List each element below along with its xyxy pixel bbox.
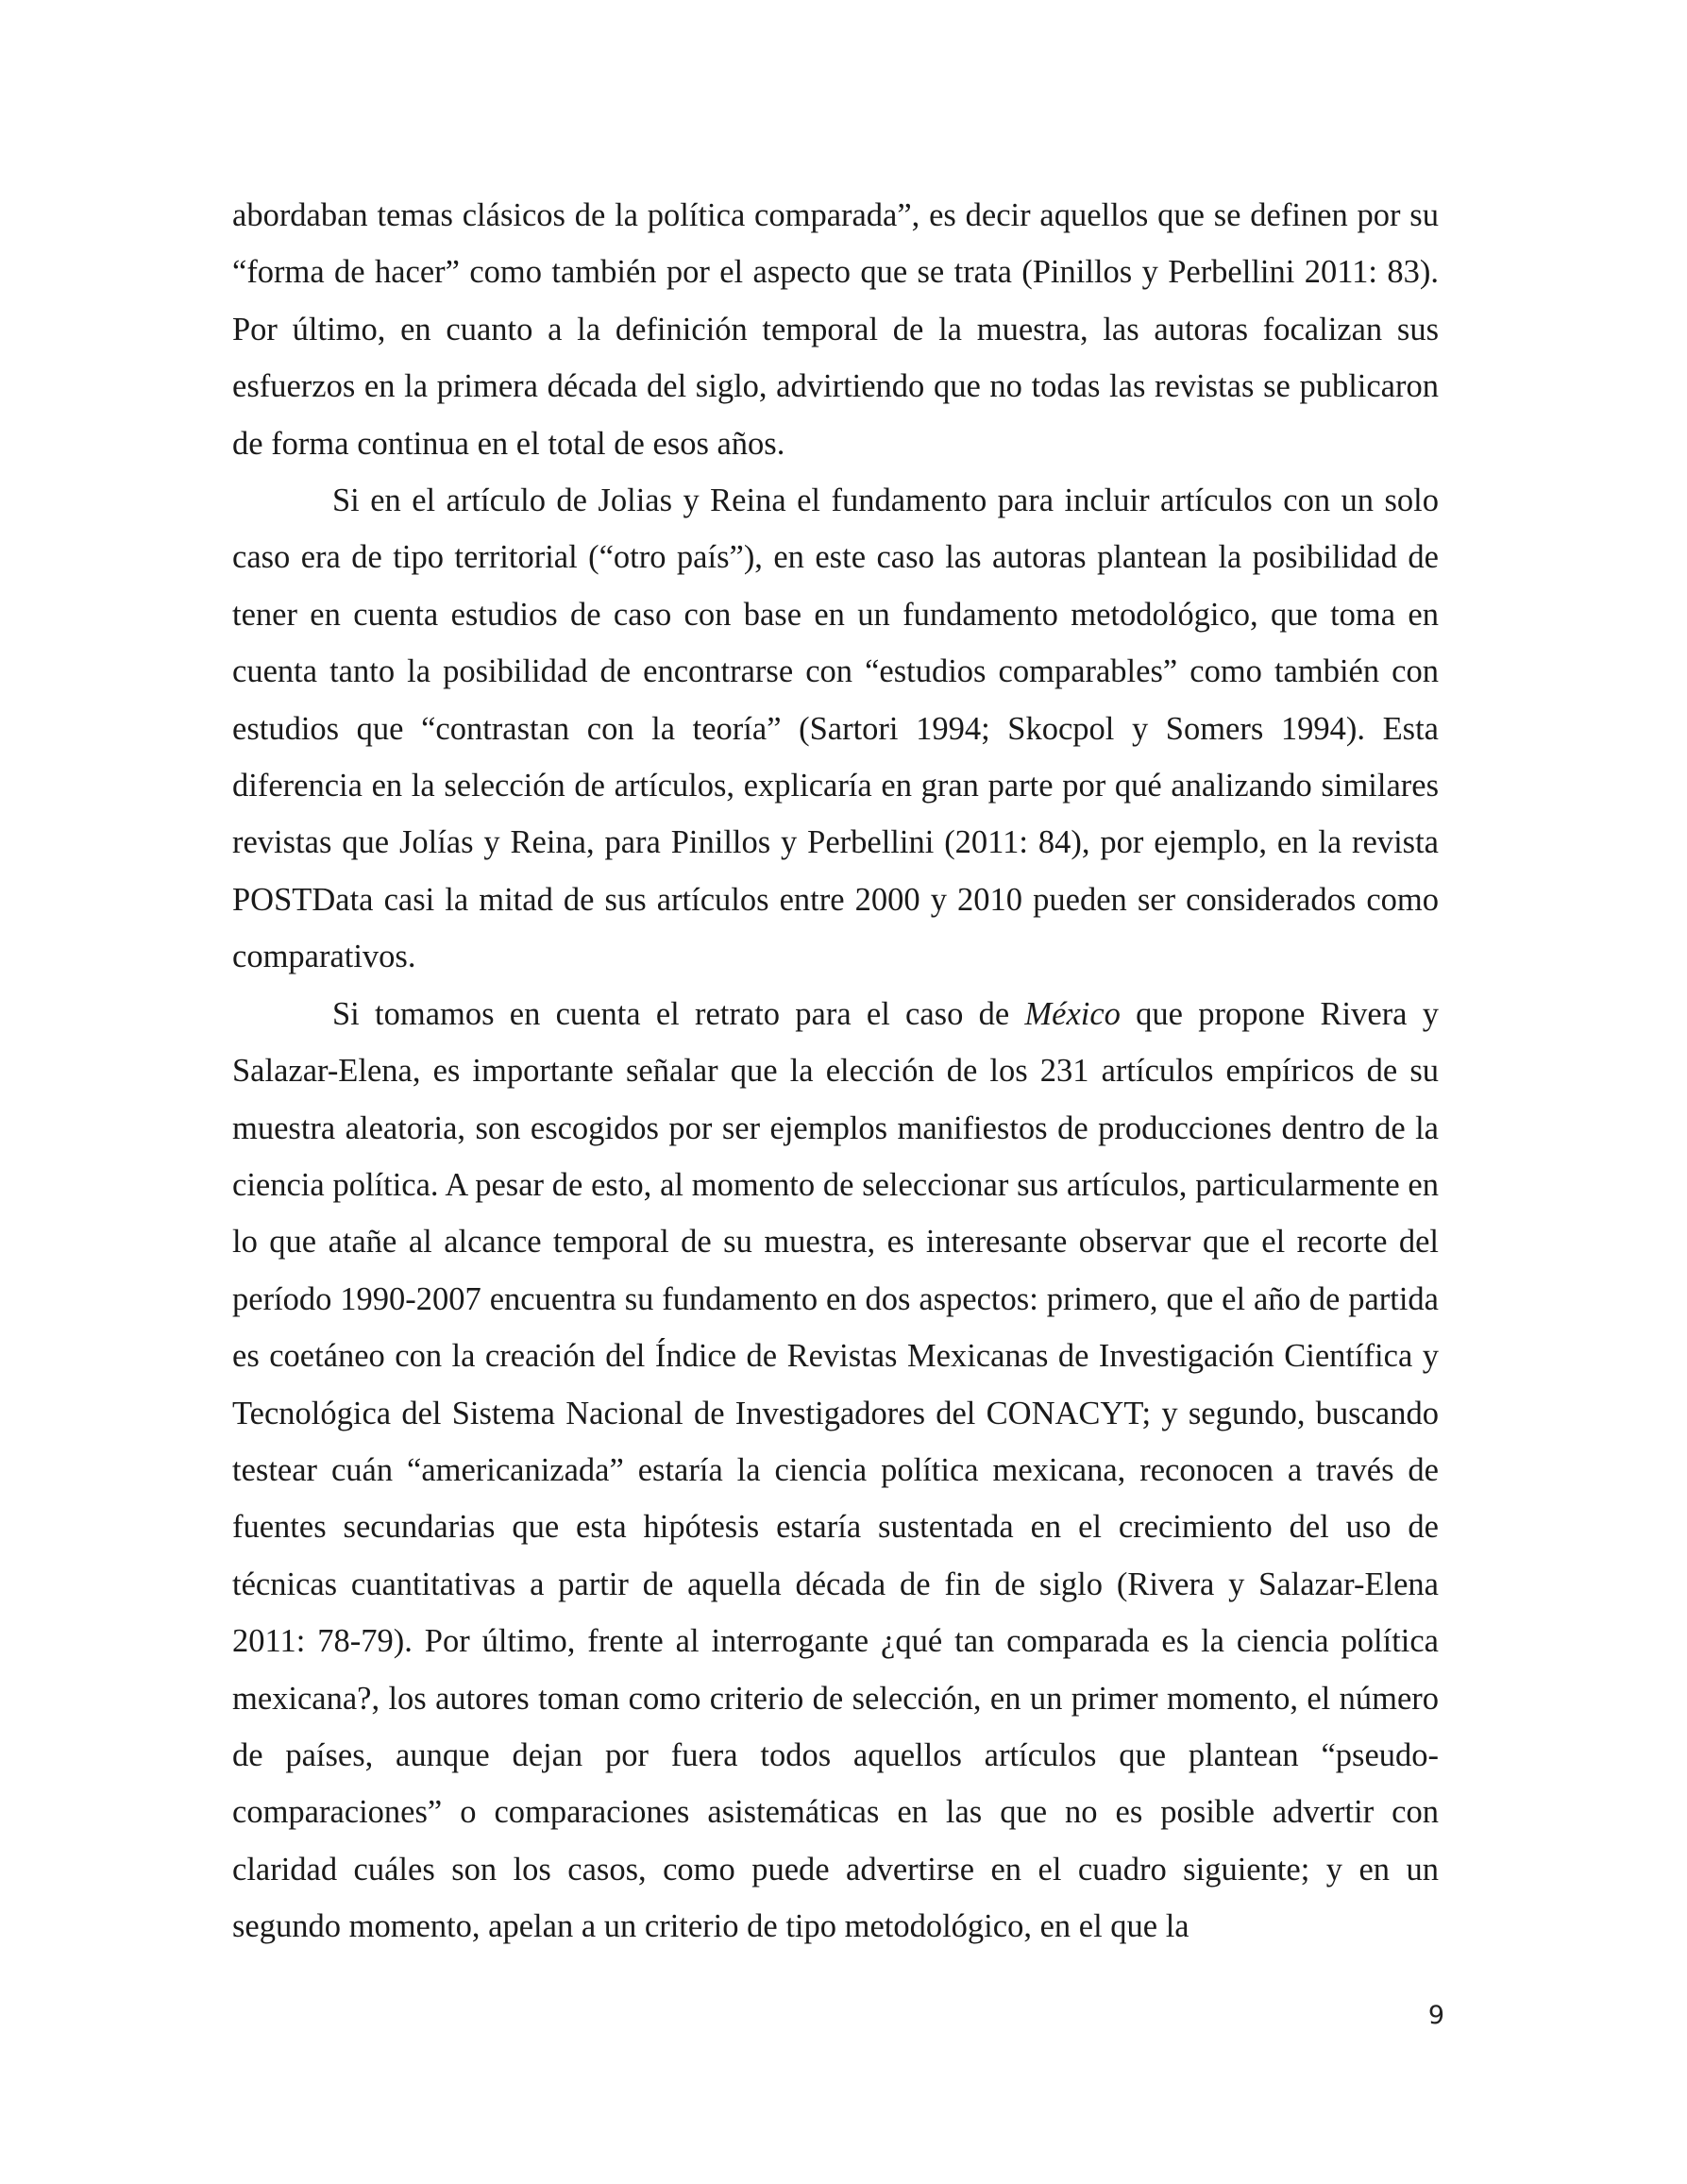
page-number: 9 (1427, 2001, 1444, 2030)
paragraph-text: abordaban temas clásicos de la política comparada”, es decir aquellos que se definen por su “forma de hacer” como también por el aspecto que se trata (Pinillos y Perbellini 2011: 83). Por último, en cuanto a la definición temporal de la muestra, las autoras focalizan sus esfuerzos en la primera década del siglo, advirtiendo que no todas las revistas se publicaron de forma continua en el total de esos años. (232, 197, 1439, 462)
body-text (232, 187, 1439, 1955)
paragraph (232, 472, 1439, 986)
paragraph-text: Si en el artículo de Jolias y Reina el fundamento para incluir artículos con un solo caso era de tipo territorial (“otro país”), en este caso las autoras plantean la posibilidad de tener en cuenta estudios de caso con base en un fundamento metodológico, que toma en cuenta tanto la posibilidad de encontrarse con “estudios comparables” como también con estudios que “contrastan con la teoría” (Sartori 1994; Skocpol y Somers 1994). Esta diferencia en la selección de artículos, explicaría en gran parte por qué analizando similares revistas que Jolías y Reina, para Pinillos y Perbellini (2011: 84), por ejemplo, en la revista POSTData casi la mitad de sus artículos entre 2000 y 2010 pueden ser considerados como comparativos. (232, 483, 1439, 975)
paragraph (232, 187, 1439, 472)
paragraph-text: que propone Rivera y Salazar-Elena, es importante señalar que la elección de los 231 artículos empíricos de su muestra aleatoria, son escogidos por ser ejemplos manifiestos de producciones dentro de la ciencia política. A pesar de esto, al momento de seleccionar sus artículos, particularmente en lo que atañe al alcance temporal de su muestra, es interesante observar que el recorte del período 1990-2007 encuentra su fundamento en dos aspectos: primero, que el año de partida es coetáneo con la creación del Índice de Revistas Mexicanas de Investigación Científica y Tecnológica del Sistema Nacional de Investigadores del CONACYT; y segundo, buscando testear cuán “americanizada” estaría la ciencia política mexicana, reconocen a través de fuentes secundarias que esta hipótesis estaría sustentada en el crecimiento del uso de técnicas cuantitativas a partir de aquella década de fin de siglo (Rivera y Salazar-Elena 2011: 78-79). Por último, frente al interrogante ¿qué tan comparada es la ciencia política mexicana?, los autores toman como criterio de selección, en un primer momento, el número de países, aunque dejan por fuera todos aquellos artículos que plantean “pseudo-comparaciones” o comparaciones asistemáticas en las que no es posible advertir con claridad cuáles son los casos, como puede advertirse en el cuadro siguiente; y en un segundo momento, apelan a un criterio de tipo metodológico, en el que la (232, 995, 1439, 1945)
italic-text: México (1024, 995, 1121, 1032)
paragraph (232, 986, 1439, 1955)
paragraph-text: Si tomamos en cuenta el retrato para el caso de (332, 995, 1025, 1032)
